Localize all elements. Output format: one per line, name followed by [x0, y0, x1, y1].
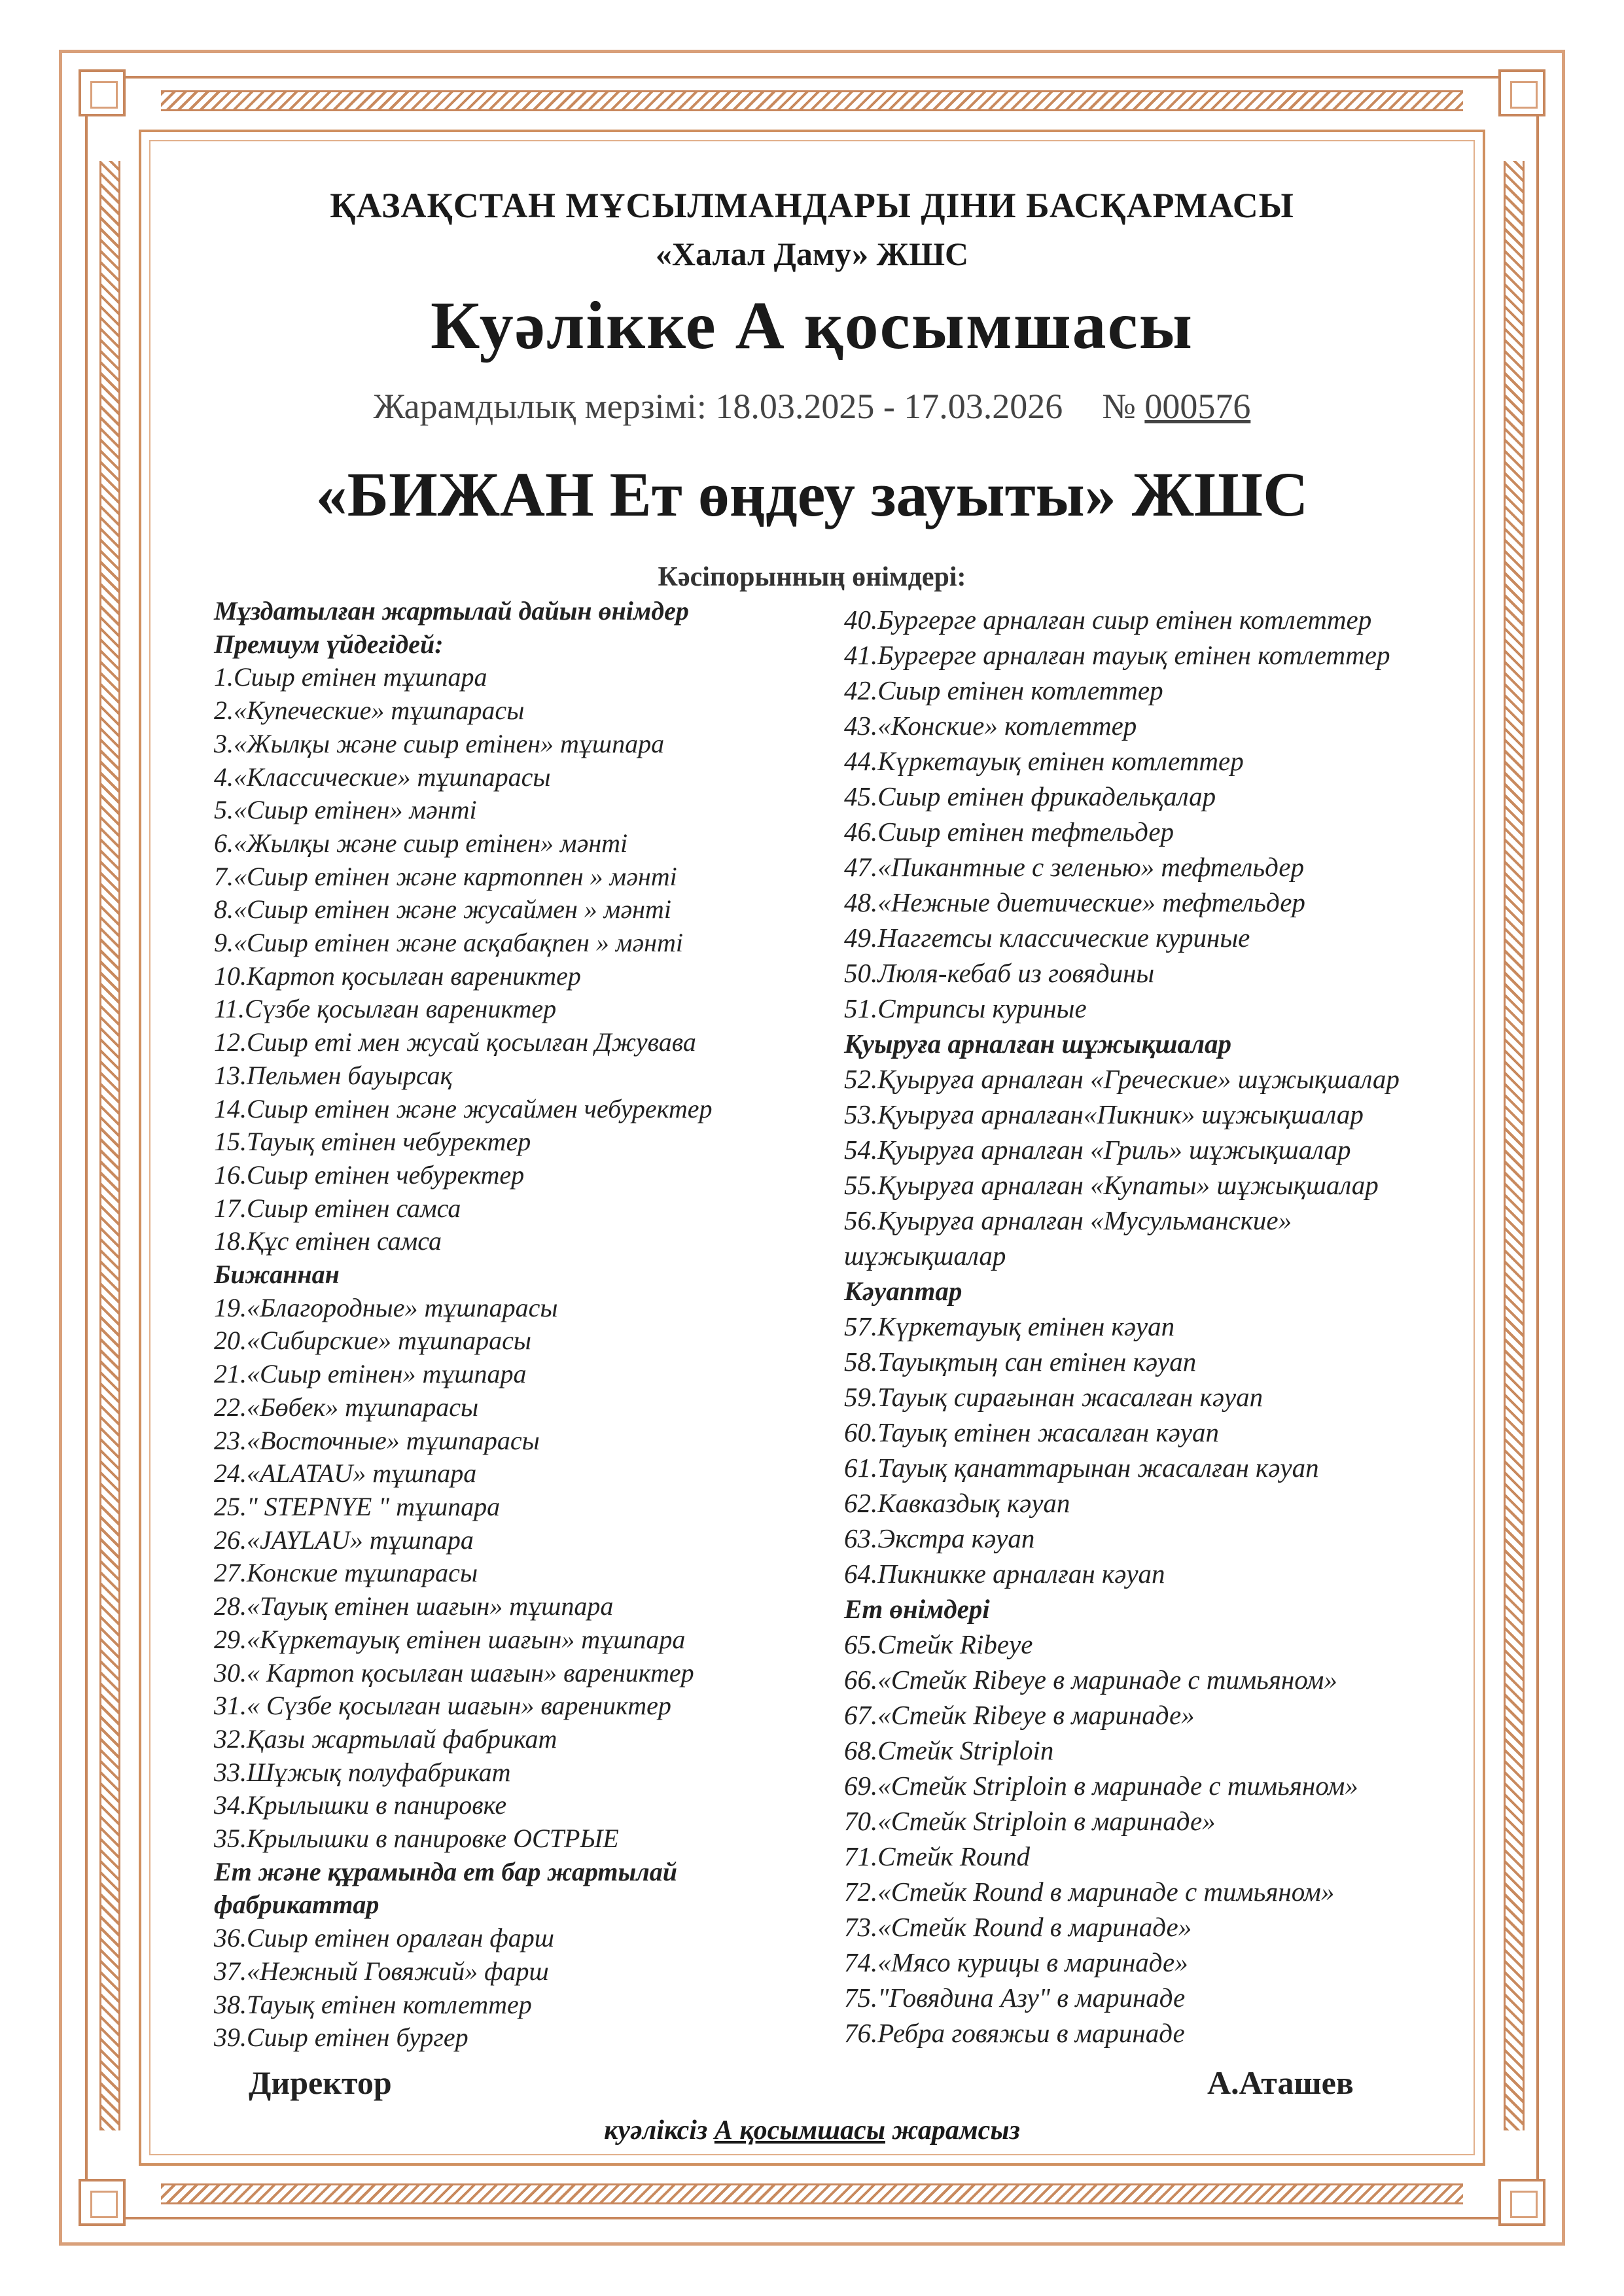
- product-item: 67.«Стейк Ribeye в маринаде»: [844, 1700, 1195, 1730]
- product-item: 29.«Күркетауық етінен шағын» тұшпара: [214, 1624, 686, 1654]
- corner-ornament-bottom-right: [1498, 2179, 1545, 2226]
- product-item: 16.Сиыр етінен чебуректер: [214, 1159, 525, 1190]
- product-item: 62.Кавказдық кәуап: [844, 1488, 1070, 1518]
- corner-ornament-top-left: [79, 69, 126, 116]
- product-item: 58.Тауықтың сан етінен кәуап: [844, 1347, 1197, 1377]
- product-item: 30.« Картоп қосылған шағын» варениктер: [214, 1657, 694, 1687]
- product-item: 51.Стрипсы куриные: [844, 993, 1087, 1023]
- product-item: 39.Сиыр етінен бургер: [214, 2022, 468, 2053]
- product-item: 53.Қуыруға арналған«Пикник» шұжықшалар: [844, 1099, 1364, 1129]
- product-item: шұжықшалар: [844, 1241, 1006, 1271]
- product-item: 21.«Сиыр етінен» тұшпара: [214, 1359, 527, 1389]
- product-item: 13.Пельмен бауырсақ: [214, 1060, 453, 1090]
- product-item: 72.«Стейк Round в маринаде с тимьяном»: [844, 1877, 1335, 1907]
- product-item: 60.Тауық етінен жасалған кәуап: [844, 1417, 1219, 1447]
- section-heading: Кәуаптар: [844, 1276, 962, 1306]
- note-suffix: жарамсыз: [892, 2115, 1020, 2146]
- products-left-column: [214, 595, 713, 2055]
- note-prefix: куәліксіз: [604, 2115, 708, 2146]
- product-item: 1.Сиыр етінен тұшпара: [214, 662, 487, 692]
- product-item: 63.Экстра кәуап: [844, 1523, 1035, 1553]
- product-item: 42.Сиыр етінен котлеттер: [844, 675, 1163, 705]
- product-item: 70.«Стейк Striploin в маринаде»: [844, 1806, 1216, 1836]
- product-item: 59.Тауық сирағынан жасалған кәуап: [844, 1382, 1263, 1412]
- product-item: 3.«Жылқы және сиыр етінен» тұшпара: [214, 728, 665, 758]
- product-item: 26.«JAYLAU» тұшпара: [214, 1525, 474, 1555]
- section-heading: Бижаннан: [214, 1260, 340, 1290]
- product-item: 15.Тауық етінен чебуректер: [214, 1127, 531, 1157]
- left-hatched-band: [99, 161, 120, 2130]
- validity-line: [196, 386, 1428, 427]
- section-heading: Қуыруға арналған шұжықшалар: [844, 1029, 1232, 1059]
- product-item: 45.Сиыр етінен фрикадельқалар: [844, 781, 1216, 811]
- product-item: 28.«Тауық етінен шағын» тұшпара: [214, 1591, 614, 1621]
- product-item: 25." STEPNYE " тұшпара: [214, 1491, 501, 1521]
- product-item: 54.Қуыруға арналған «Гриль» шұжықшалар: [844, 1135, 1351, 1165]
- product-item: 27.Конские тұшпарасы: [214, 1558, 478, 1588]
- product-item: 49.Наггетсы классические куриные: [844, 923, 1250, 953]
- product-item: 12.Сиыр еті мен жусай қосылған Джувава: [214, 1027, 696, 1057]
- product-item: 20.«Сибирские» тұшпарасы: [214, 1326, 531, 1356]
- product-item: 43.«Конские» котлеттер: [844, 711, 1137, 741]
- product-item: 19.«Благородные» тұшпарасы: [214, 1292, 558, 1322]
- product-item: 40.Бургерге арналған сиыр етінен котлеттер: [844, 605, 1372, 635]
- product-item: 48.«Нежные диетические» тефтельдер: [844, 887, 1305, 917]
- product-item: 18.Құс етінен самса: [214, 1226, 442, 1256]
- product-item: 64.Пикникке арналған кәуап: [844, 1559, 1165, 1589]
- product-item: 10.Картоп қосылған варениктер: [214, 961, 581, 991]
- product-item: 75."Говядина Азу" в маринаде: [844, 1983, 1186, 2013]
- product-item: 69.«Стейк Striploin в маринаде с тимьяном»: [844, 1771, 1358, 1801]
- product-item: 2.«Купеческие» тұшпарасы: [214, 696, 525, 726]
- product-item: 68.Стейк Striploin: [844, 1735, 1054, 1765]
- product-item: 32.Қазы жартылай фабрикат: [214, 1723, 557, 1754]
- product-item: 50.Люля-кебаб из говядины: [844, 958, 1155, 988]
- product-item: 66.«Стейк Ribeye в маринаде с тимьяном»: [844, 1665, 1337, 1695]
- product-item: 24.«ALATAU» тұшпара: [214, 1458, 477, 1489]
- top-hatched-band: [161, 90, 1463, 111]
- product-item: 37.«Нежный Говяжий» фарш: [214, 1956, 549, 1986]
- product-item: 55.Қуыруға арналған «Купаты» шұжықшалар: [844, 1170, 1379, 1200]
- document-title: Куәлікке А қосымшасы: [430, 288, 1194, 363]
- signature-role: Директор: [249, 2064, 392, 2101]
- product-item: 23.«Восточные» тұшпарасы: [214, 1425, 540, 1455]
- issuer-company: «Халал Даму» ЖШС: [655, 236, 969, 272]
- product-item: 76.Ребра говяжьи в маринаде: [844, 2018, 1185, 2048]
- corner-ornament-bottom-left: [79, 2179, 126, 2226]
- section-heading: Премиум үйдегідей:: [214, 629, 444, 659]
- product-item: 65.Стейк Ribeye: [844, 1629, 1033, 1659]
- product-item: 73.«Стейк Round в маринаде»: [844, 1912, 1192, 1942]
- signature-name: А.Аташев: [1207, 2064, 1354, 2101]
- product-item: 14.Сиыр етінен және жусаймен чебуректер: [214, 1093, 713, 1123]
- product-item: 22.«Бөбек» тұшпарасы: [214, 1392, 479, 1422]
- client-company: «БИЖАН Ет өңдеу зауыты» ЖШС: [315, 459, 1309, 529]
- note-appendix: А қосымшасы: [714, 2115, 885, 2146]
- product-item: 9.«Сиыр етінен және асқабақпен » мәнті: [214, 928, 684, 958]
- product-item: 31.« Сүзбе қосылған шағын» варениктер: [214, 1691, 671, 1721]
- section-heading: Ет өнімдері: [844, 1594, 990, 1624]
- product-item: 36.Сиыр етінен оралған фарш: [214, 1923, 554, 1953]
- product-item: 8.«Сиыр етінен және жусаймен » мәнті: [214, 894, 671, 925]
- corner-ornament-top-right: [1498, 69, 1545, 116]
- product-item: 56.Қуыруға арналған «Мусульманские»: [844, 1205, 1292, 1235]
- product-item: 17.Сиыр етінен самса: [214, 1193, 461, 1223]
- section-heading: фабрикаттар: [214, 1890, 380, 1920]
- number-prefix: №: [1102, 387, 1136, 426]
- section-heading: Мұздатылған жартылай дайын өнімдер: [214, 596, 689, 626]
- product-item: 71.Стейк Round: [844, 1841, 1030, 1871]
- product-item: 38.Тауық етінен котлеттер: [214, 1989, 532, 2019]
- product-item: 74.«Мясо курицы в маринаде»: [844, 1947, 1188, 1977]
- certificate-number: 000576: [1144, 387, 1251, 426]
- product-item: 41.Бургерге арналған тауық етінен котлеттер: [844, 640, 1390, 670]
- product-item: 11.Сүзбе қосылған варениктер: [214, 994, 557, 1024]
- product-item: 6.«Жылқы және сиыр етінен» мәнті: [214, 828, 628, 858]
- section-heading: Ет және құрамында ет бар жартылай: [214, 1856, 678, 1886]
- right-hatched-band: [1504, 161, 1525, 2130]
- products-right-column: [844, 602, 1400, 2051]
- validity-note: [196, 2115, 1428, 2146]
- bottom-hatched-band: [161, 2183, 1463, 2204]
- products-heading: Кәсіпорынның өнімдері:: [658, 562, 966, 592]
- product-item: 47.«Пикантные с зеленью» тефтельдер: [844, 852, 1305, 882]
- product-item: 7.«Сиыр етінен және картоппен » мәнті: [214, 861, 677, 891]
- product-item: 52.Қуыруға арналған «Гречеcкие» шұжықшалар: [844, 1064, 1400, 1094]
- product-item: 4.«Классические» тұшпарасы: [214, 762, 551, 792]
- product-item: 57.Күркетауық етінен кәуап: [844, 1311, 1175, 1341]
- product-item: 35.Крылышки в панировке ОСТРЫЕ: [214, 1824, 619, 1854]
- product-item: 5.«Сиыр етінен» мәнті: [214, 795, 477, 825]
- validity-period: Жарамдылық мерзімі: 18.03.2025 - 17.03.2026: [373, 387, 1063, 426]
- product-item: 46.Сиыр етінен тефтельдер: [844, 817, 1174, 847]
- product-item: 34.Крылышки в панировке: [214, 1790, 507, 1820]
- product-item: 33.Шұжық полуфабрикат: [214, 1757, 511, 1787]
- product-item: 61.Тауық қанаттарынан жасалған кәуап: [844, 1453, 1319, 1483]
- product-item: 44.Күркетауық етінен котлеттер: [844, 746, 1244, 776]
- organization-title: ҚАЗАҚСТАН МҰСЫЛМАНДАРЫ ДІНИ БАСҚАРМАСЫ: [330, 186, 1294, 225]
